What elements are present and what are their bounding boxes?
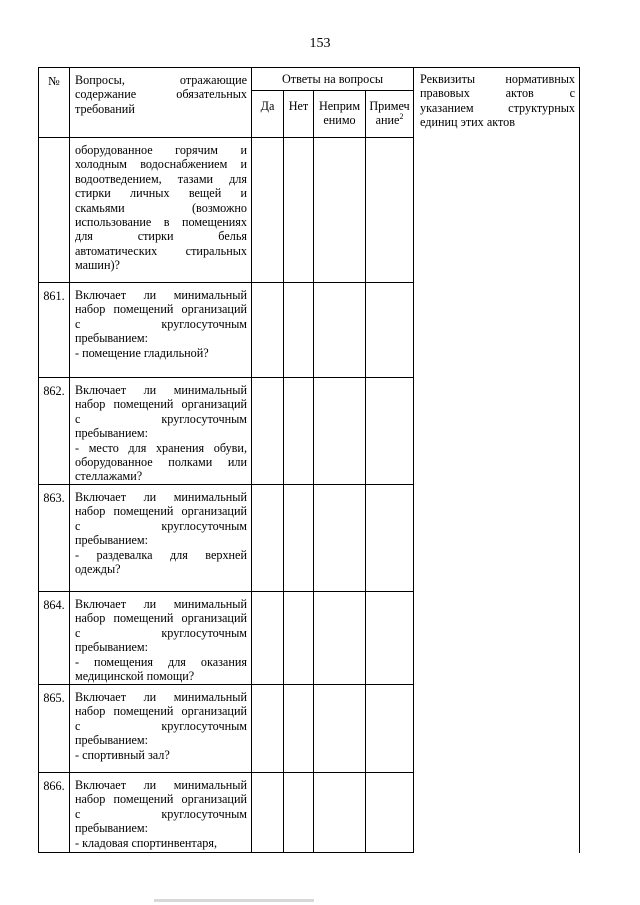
question-line: пребыванием: (75, 533, 148, 548)
answer-yes-cell[interactable] (252, 773, 284, 853)
header-requisites-line: указанием структурных (420, 100, 576, 115)
answer-na-cell[interactable] (314, 138, 366, 283)
header-questions-line: содержание обязательных (75, 87, 247, 102)
answer-na-cell[interactable] (314, 592, 366, 685)
question-line: пребыванием: (75, 331, 148, 346)
answer-yes-cell[interactable] (252, 138, 284, 283)
answer-note-cell[interactable] (366, 685, 414, 773)
header-questions-line: требований (75, 101, 135, 116)
question-line: набор помещений организаций (75, 704, 247, 719)
answer-yes-cell[interactable] (252, 378, 284, 485)
question-line: - спортивный зал? (75, 747, 170, 762)
answer-no-cell[interactable] (284, 378, 314, 485)
question-line: - помещения для оказания (75, 654, 247, 669)
header-requisites (414, 68, 580, 853)
question-line: медицинской помощи? (75, 669, 195, 684)
question-line: с круглосуточным (75, 806, 247, 821)
answer-no-cell[interactable] (284, 592, 314, 685)
question-line: набор помещений организаций (75, 302, 247, 317)
row-question (70, 283, 252, 378)
question-line: Включает ли минимальный (75, 690, 247, 704)
question-line: для стирки белья (75, 229, 247, 244)
row-question (70, 378, 252, 485)
header-note (366, 91, 414, 138)
question-line: автоматических стиральных (75, 243, 247, 258)
question-line: пребыванием: (75, 821, 148, 836)
answer-yes-cell[interactable] (252, 283, 284, 378)
question-line: - кладовая спортинвентаря, (75, 835, 218, 850)
answer-no-cell[interactable] (284, 685, 314, 773)
question-line: Включает ли минимальный (75, 490, 247, 504)
row-question (70, 138, 252, 283)
question-line: пребыванием: (75, 733, 148, 748)
row-number: 865. (39, 685, 70, 773)
row-question (70, 485, 252, 592)
question-line: с круглосуточным (75, 316, 247, 331)
question-line: набор помещений организаций (75, 792, 247, 807)
answer-na-cell[interactable] (314, 485, 366, 592)
row-question (70, 685, 252, 773)
question-line: - место для хранения обуви, (75, 440, 247, 455)
question-line: - раздевалка для верхней (75, 547, 247, 562)
answer-na-cell[interactable] (314, 283, 366, 378)
page-number: 153 (309, 36, 331, 51)
answer-na-cell[interactable] (314, 378, 366, 485)
row-number: 866. (39, 773, 70, 853)
answer-note-cell[interactable] (366, 592, 414, 685)
header-not-applicable (314, 91, 366, 138)
row-number: 863. (39, 485, 70, 592)
question-line: с круглосуточным (75, 625, 247, 640)
answer-note-cell[interactable] (366, 485, 414, 592)
header-requisites-line: правовых актов с (420, 86, 576, 101)
header-note-line1: Примеч (369, 99, 410, 113)
row-number (39, 138, 70, 283)
question-line: холодным водоснабжением и (75, 157, 247, 172)
question-line: набор помещений организаций (75, 504, 247, 519)
question-line: стеллажами? (75, 469, 143, 484)
row-question (70, 773, 252, 853)
question-line: машин)? (75, 258, 120, 273)
row-question (70, 592, 252, 685)
answer-note-cell[interactable] (366, 138, 414, 283)
question-line: Включает ли минимальный (75, 597, 247, 611)
answer-note-cell[interactable] (366, 773, 414, 853)
answer-no-cell[interactable] (284, 485, 314, 592)
row-number: 864. (39, 592, 70, 685)
answer-yes-cell[interactable] (252, 592, 284, 685)
answer-yes-cell[interactable] (252, 685, 284, 773)
answer-note-cell[interactable] (366, 378, 414, 485)
header-row-top (39, 68, 580, 91)
header-number: № (39, 68, 70, 138)
question-line: с круглосуточным (75, 518, 247, 533)
row-number: 862. (39, 378, 70, 485)
header-questions-line: Вопросы, отражающие (75, 73, 247, 87)
header-na-line1: Неприм (318, 99, 361, 113)
question-line: пребыванием: (75, 640, 148, 655)
question-line: водоотведением, тазами для (75, 171, 247, 186)
answer-no-cell[interactable] (284, 138, 314, 283)
row-number: 861. (39, 283, 70, 378)
header-requisites-line: единиц этих актов (420, 115, 516, 130)
question-line: пребыванием: (75, 426, 148, 441)
question-line: с круглосуточным (75, 411, 247, 426)
question-line: оборудованное горячим и (75, 143, 247, 157)
header-requisites-line: Реквизиты нормативных (420, 72, 576, 86)
question-line: использование в помещениях (75, 215, 247, 230)
question-line: с круглосуточным (75, 718, 247, 733)
answer-yes-cell[interactable] (252, 485, 284, 592)
scan-mark (154, 899, 314, 902)
answer-na-cell[interactable] (314, 773, 366, 853)
answer-na-cell[interactable] (314, 685, 366, 773)
question-line: - помещение гладильной? (75, 345, 209, 360)
question-line: набор помещений организаций (75, 611, 247, 626)
answer-no-cell[interactable] (284, 283, 314, 378)
header-na-line2: енимо (323, 113, 356, 128)
answer-note-cell[interactable] (366, 283, 414, 378)
header-note-line2 (366, 113, 413, 127)
question-line: оборудованное полками или (75, 455, 247, 470)
header-answers-title: Ответы на вопросы (252, 68, 414, 91)
header-no: Нет (284, 91, 314, 138)
question-line: Включает ли минимальный (75, 288, 247, 302)
header-yes: Да (252, 91, 284, 138)
header-note-footnote: 2 (399, 112, 404, 122)
question-line: набор помещений организаций (75, 397, 247, 412)
header-note-text: ание (375, 113, 400, 128)
question-line: одежды? (75, 562, 121, 577)
question-line: стирки личных вещей и (75, 186, 247, 201)
question-line: Включает ли минимальный (75, 383, 247, 397)
header-questions (70, 68, 252, 138)
question-line: Включает ли минимальный (75, 778, 247, 792)
question-line: скамьями (возможно (75, 200, 247, 215)
answer-no-cell[interactable] (284, 773, 314, 853)
checklist-table (38, 67, 580, 853)
